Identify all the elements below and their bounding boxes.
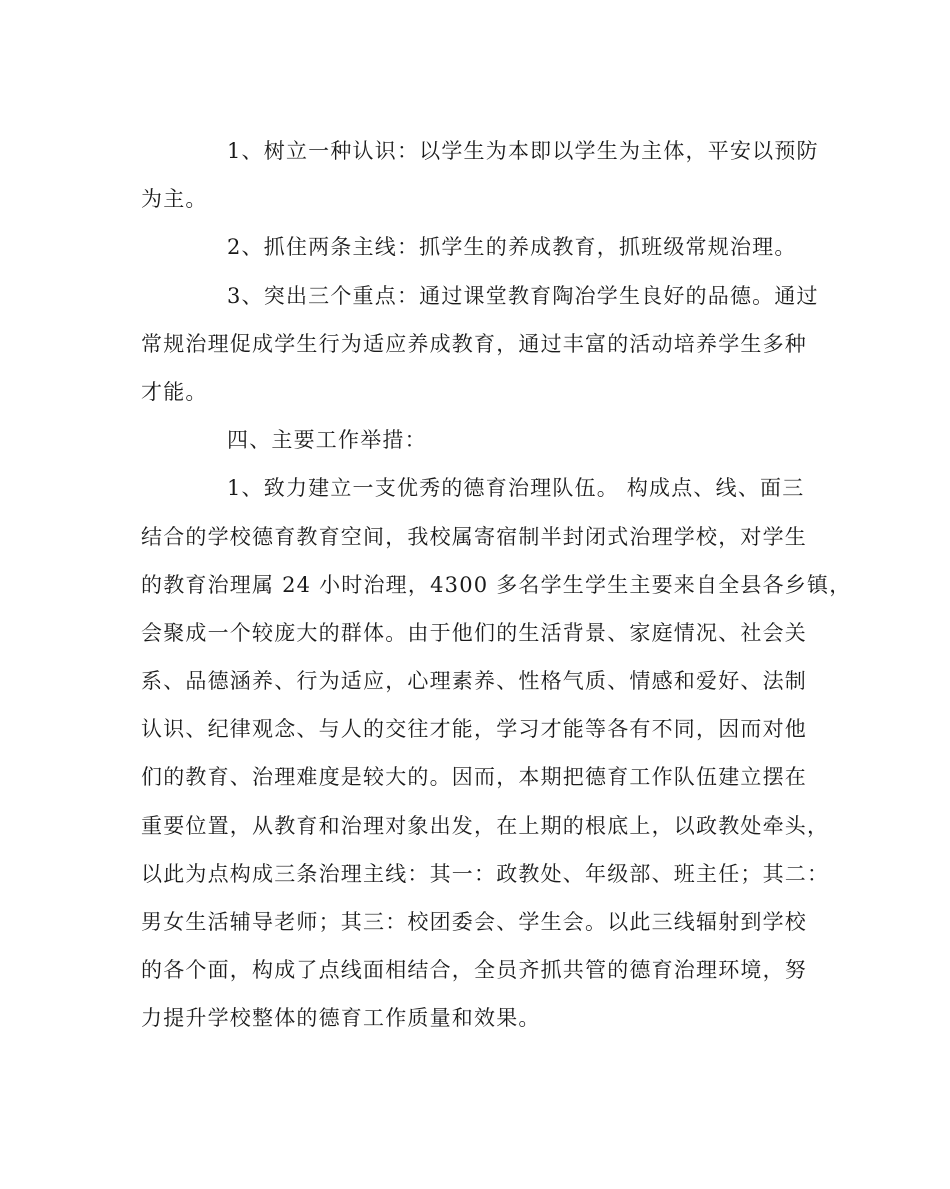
text-line: 四、主要工作举措： [227,428,427,453]
text-line: 男女生活辅导老师；其三：校团委会、学生会。以此三线辐射到学校 [141,910,807,934]
text-line: 才能。 [141,379,208,404]
text-line: 的教育治理属 24 小时治理，4300 多名学生学生主要来自全县各乡镇， [141,572,852,597]
document-body [141,127,852,1043]
text-line: 3、突出三个重点：通过课堂教育陶冶学生良好的品德。通过 [227,283,819,308]
text-line: 常规治理促成学生行为适应养成教育，通过丰富的活动培养学生多种 [141,331,807,356]
text-line: 力提升学校整体的德育工作质量和效果。 [141,1006,541,1031]
text-line: 认识、纪律观念、与人的交往才能，学习才能等各有不同，因而对他 [141,717,807,742]
text-line: 以此为点构成三条治理主线：其一：政教处、年级部、班主任；其二： [141,861,830,886]
text-line: 的各个面，构成了点线面相结合，全员齐抓共管的德育治理环境，努 [141,958,807,983]
text-line: 为主。 [141,187,208,212]
text-line: 结合的学校德育教育空间，我校属寄宿制半封闭式治理学校，对学生 [141,524,807,549]
text-line: 1、致力建立一支优秀的德育治理队伍。 构成点、线、面三 [227,476,805,501]
text-line: 会聚成一个较庞大的群体。由于他们的生活背景、家庭情况、社会关 [141,620,807,645]
text-line: 系、品德涵养、行为适应，心理素养、性格气质、情感和爱好、法制 [141,669,807,694]
text-line: 1、树立一种认识：以学生为本即以学生为主体，平安以预防 [227,139,819,163]
text-line: 重要位置，从教育和治理对象出发，在上期的根底上，以政教处牵头， [141,813,830,838]
text-line: 2、抓住两条主线：抓学生的养成教育，抓班级常规治理。 [227,235,797,260]
text-line: 们的教育、治理难度是较大的。因而，本期把德育工作队伍建立摆在 [141,765,807,790]
